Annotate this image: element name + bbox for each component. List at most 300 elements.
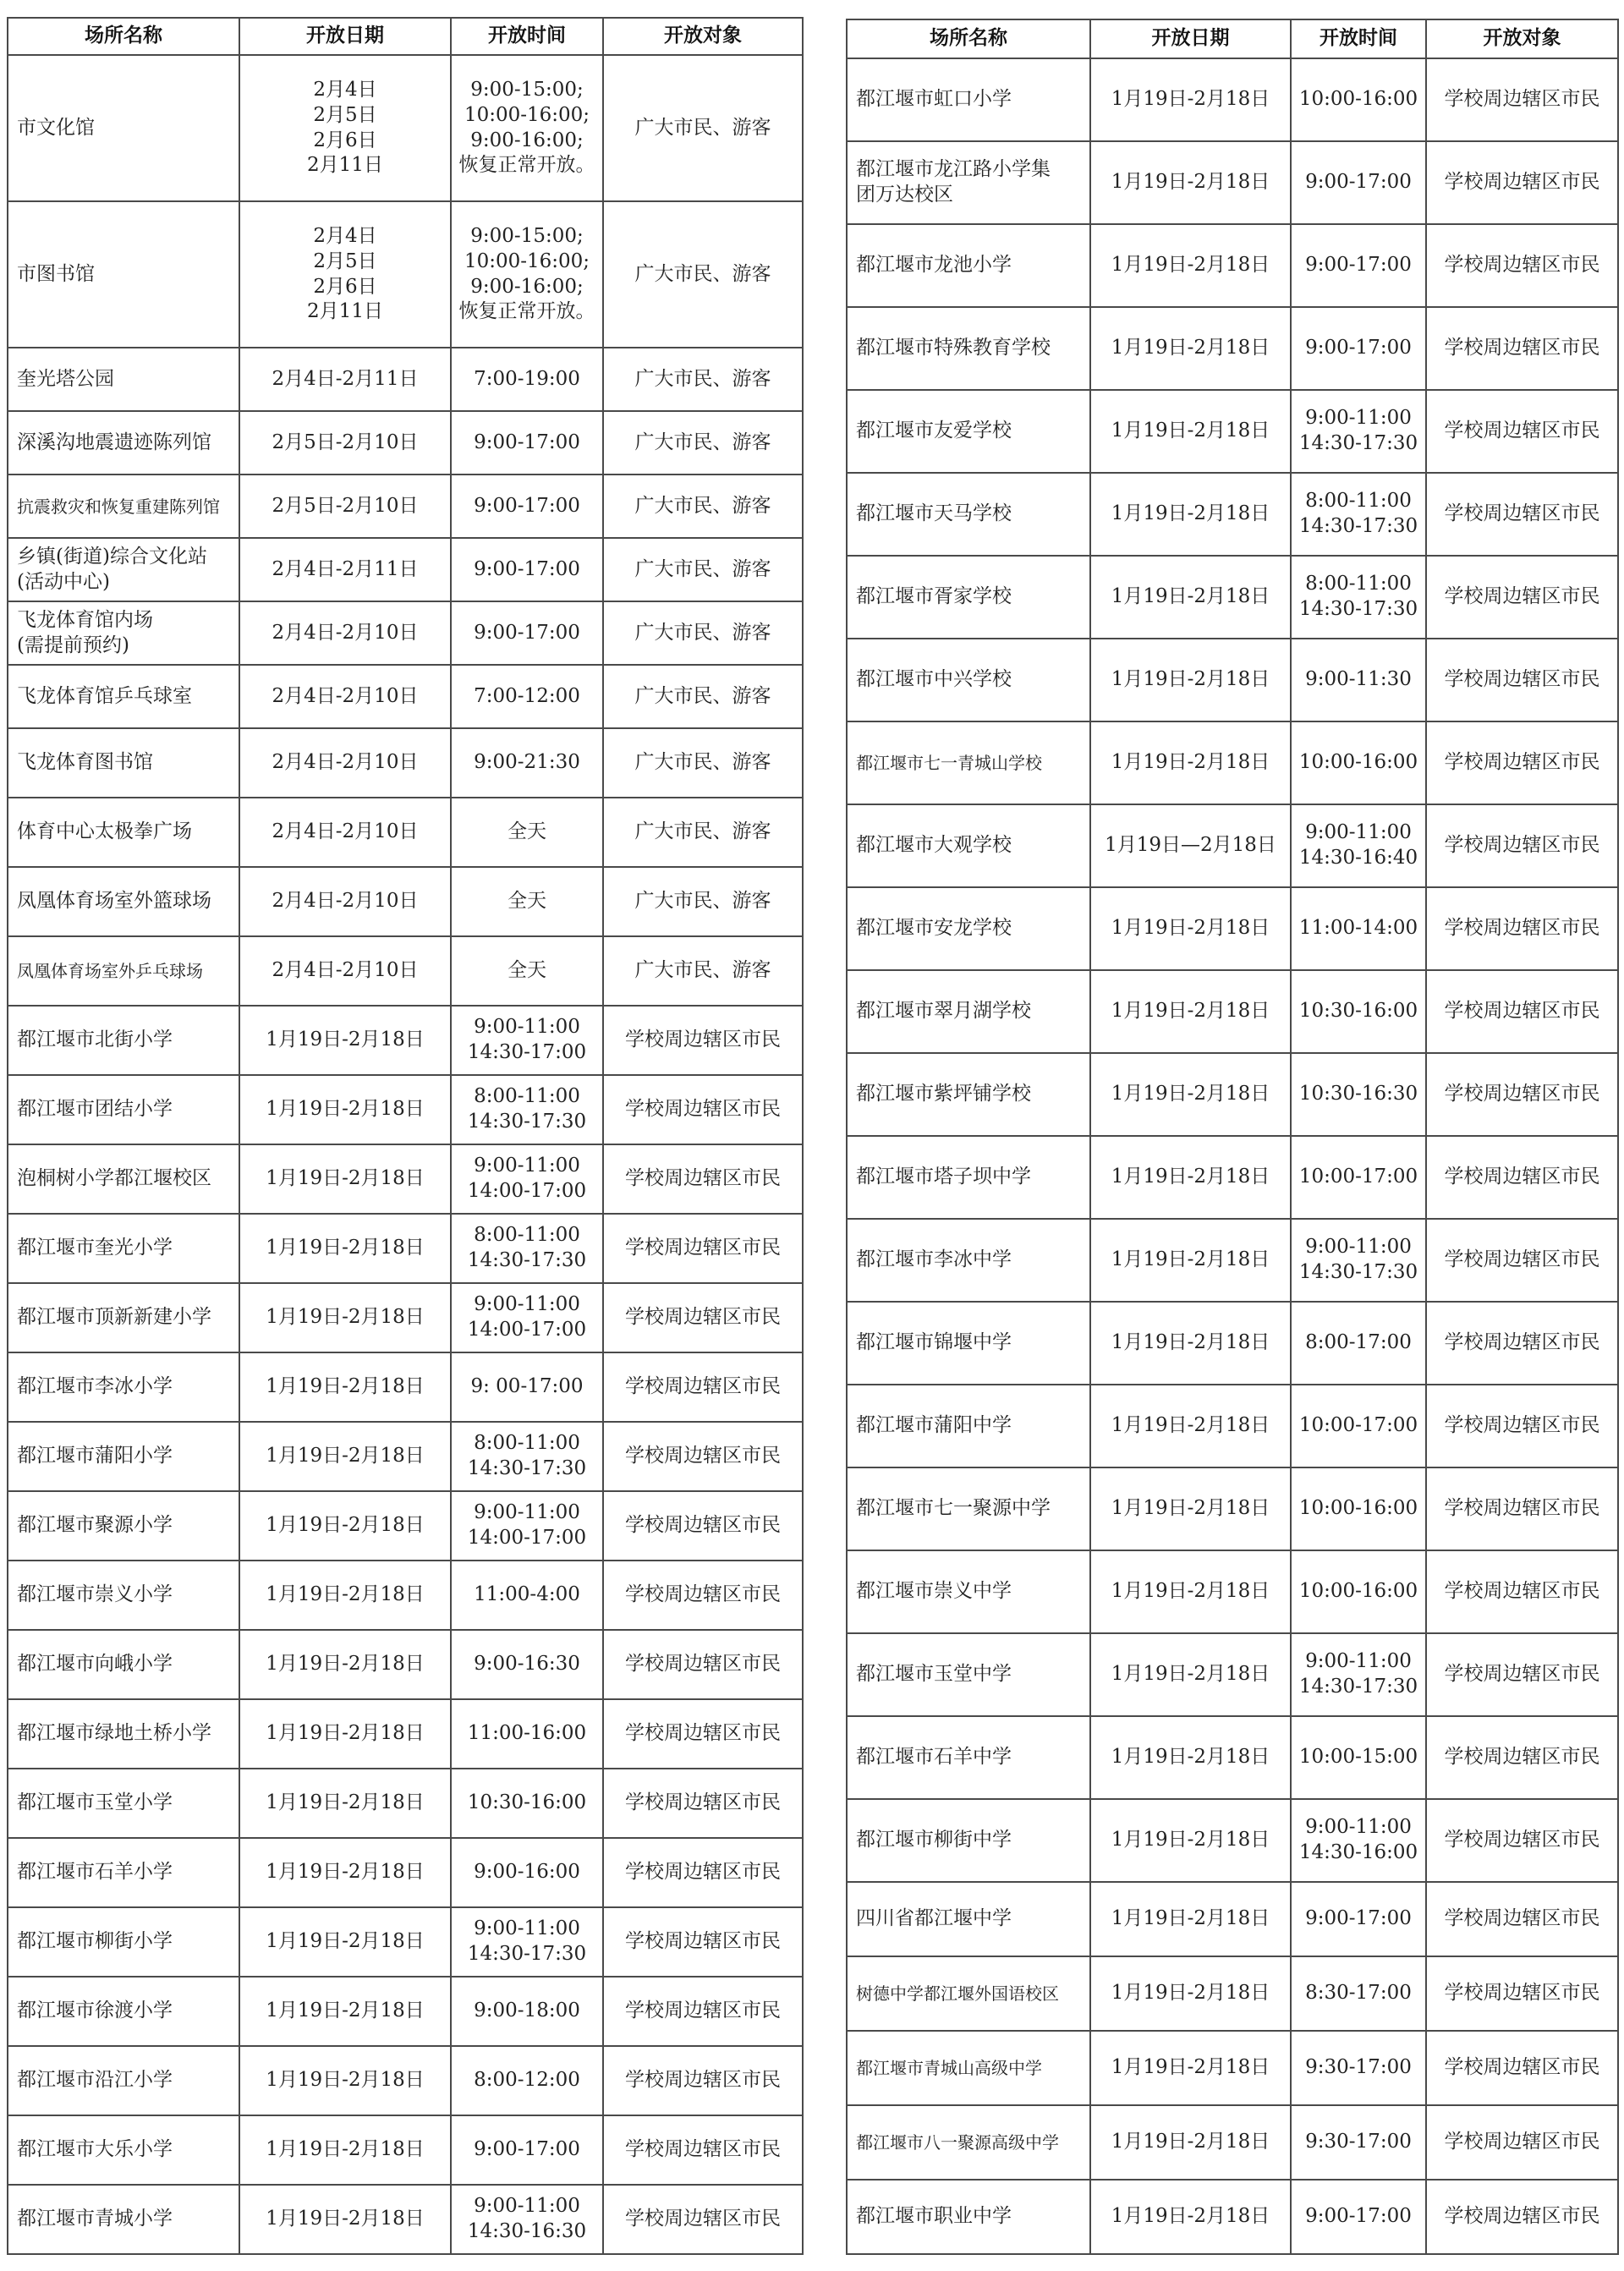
venue-name-line: 都江堰市玉堂中学 xyxy=(856,1663,1012,1686)
open-target-cell: 学校周边辖区市民 xyxy=(603,2115,803,2185)
open-time-cell xyxy=(1291,2105,1426,2180)
venue-name-cell xyxy=(8,1075,239,1144)
open-time-cell xyxy=(1291,1550,1426,1633)
venue-name-line: 都江堰市蒲阳小学 xyxy=(17,1445,173,1467)
open-time-line: 14:30-17:30 xyxy=(1298,1676,1418,1698)
venue-name-cell xyxy=(847,639,1090,721)
open-time-cell xyxy=(1291,1956,1426,2031)
open-date-line: 1月19日-2月18日 xyxy=(1111,1982,1270,2005)
open-date-cell xyxy=(239,1352,451,1422)
table-row xyxy=(847,307,1618,390)
open-target-cell: 学校周边辖区市民 xyxy=(1426,2180,1618,2254)
open-date-line: 1月19日-2月18日 xyxy=(1111,1083,1270,1105)
open-date-cell xyxy=(239,411,451,474)
open-time-line: 恢复正常开放。 xyxy=(458,300,595,323)
table-row xyxy=(847,1799,1618,1882)
open-date-cell xyxy=(1090,804,1291,887)
venue-name-cell xyxy=(847,307,1090,390)
venue-name-line: 都江堰市聚源小学 xyxy=(17,1514,173,1537)
open-date-cell xyxy=(239,936,451,1006)
open-date-line: 1月19日-2月18日 xyxy=(266,1445,425,1467)
open-time-line: 14:30-17:00 xyxy=(467,1041,587,1063)
open-date-cell xyxy=(1090,473,1291,556)
open-target-cell: 学校周边辖区市民 xyxy=(603,1977,803,2046)
open-date-line: 1月19日-2月18日 xyxy=(266,2138,425,2161)
open-target-cell: 学校周边辖区市民 xyxy=(1426,1716,1618,1799)
open-date-cell xyxy=(239,1006,451,1075)
open-date-cell xyxy=(239,1491,451,1561)
header-open-time: 开放时间 xyxy=(1291,19,1426,58)
header-row xyxy=(8,18,803,55)
open-date-line: 1月19日-2月18日 xyxy=(266,2208,425,2230)
open-time-cell xyxy=(1291,2180,1426,2254)
open-date-line: 1月19日-2月18日 xyxy=(1111,751,1270,774)
open-date-cell xyxy=(239,867,451,936)
open-time-cell xyxy=(1291,721,1426,804)
open-time-line: 9:00-11:00 xyxy=(1305,1816,1412,1839)
open-time-line: 8:00-11:00 xyxy=(474,1224,580,1247)
open-target-cell: 学校周边辖区市民 xyxy=(1426,1385,1618,1467)
open-date-cell xyxy=(239,474,451,538)
venue-name-line: 都江堰市团结小学 xyxy=(17,1098,173,1121)
open-target-cell: 学校周边辖区市民 xyxy=(603,1214,803,1283)
open-time-cell xyxy=(1291,970,1426,1053)
open-time-line: 8:00-11:00 xyxy=(474,1432,580,1455)
header-venue-name: 场所名称 xyxy=(8,18,239,55)
venue-name-cell xyxy=(847,390,1090,473)
venue-name-cell xyxy=(8,601,239,665)
open-time-line: 9:00-17:00 xyxy=(1305,254,1412,277)
table-row xyxy=(847,2105,1618,2180)
header-open-date: 开放日期 xyxy=(1090,19,1291,58)
open-time-cell xyxy=(1291,1633,1426,1716)
open-date-line: 1月19日-2月18日 xyxy=(1111,337,1270,359)
venue-name-line: 都江堰市柳街中学 xyxy=(856,1829,1012,1851)
open-date-cell xyxy=(1090,970,1291,1053)
venue-name-line: 都江堰市职业中学 xyxy=(856,2205,1012,2228)
table-row xyxy=(8,411,803,474)
open-date-line: 1月19日-2月18日 xyxy=(1111,1580,1270,1603)
open-date-line: 2月4日-2月10日 xyxy=(272,751,419,774)
open-date-cell xyxy=(1090,721,1291,804)
venue-name-cell xyxy=(8,1977,239,2046)
open-date-line: 2月5日 xyxy=(313,103,377,126)
open-date-line: 1月19日-2月18日 xyxy=(1111,2056,1270,2079)
venue-name-cell xyxy=(847,473,1090,556)
venue-name-line: 都江堰市紫坪铺学校 xyxy=(856,1083,1031,1105)
open-date-line: 1月19日-2月18日 xyxy=(266,1098,425,1121)
table-row xyxy=(847,1956,1618,2031)
open-date-cell xyxy=(1090,1385,1291,1467)
table-row xyxy=(8,348,803,411)
open-time-cell xyxy=(451,1006,603,1075)
venue-table-left xyxy=(7,17,804,2255)
venue-name-cell xyxy=(847,1302,1090,1385)
open-time-cell xyxy=(451,867,603,936)
open-time-line: 全天 xyxy=(508,890,546,913)
open-date-line: 2月5日-2月10日 xyxy=(272,431,419,453)
open-date-cell xyxy=(239,1214,451,1283)
venue-name-cell xyxy=(8,1769,239,1838)
open-date-line: 2月11日 xyxy=(307,300,383,323)
table-row xyxy=(847,1633,1618,1716)
venue-name-line: (活动中心) xyxy=(17,570,110,593)
table-row xyxy=(847,1385,1618,1467)
open-time-line: 7:00-19:00 xyxy=(474,367,580,390)
table-row xyxy=(8,474,803,538)
open-date-line: 1月19日-2月18日 xyxy=(1111,917,1270,940)
header-open-target: 开放对象 xyxy=(603,18,803,55)
open-target-cell: 学校周边辖区市民 xyxy=(1426,390,1618,473)
table-row xyxy=(8,1769,803,1838)
table-row xyxy=(8,1561,803,1630)
venue-name-cell xyxy=(8,1144,239,1214)
open-time-line: 恢复正常开放。 xyxy=(458,154,595,177)
open-time-line: 14:30-17:30 xyxy=(467,1249,587,1271)
open-time-cell xyxy=(1291,1219,1426,1302)
open-date-line: 1月19日-2月18日 xyxy=(1111,88,1270,111)
open-target-cell: 学校周边辖区市民 xyxy=(603,1491,803,1561)
open-time-cell xyxy=(451,1422,603,1491)
venue-name-line: 都江堰市奎光小学 xyxy=(17,1237,173,1259)
open-date-line: 1月19日—2月18日 xyxy=(1105,834,1276,857)
venue-name-cell xyxy=(8,867,239,936)
open-time-cell xyxy=(451,1352,603,1422)
open-target-cell: 学校周边辖区市民 xyxy=(1426,639,1618,721)
open-date-cell xyxy=(239,1283,451,1352)
open-time-line: 10:00-16:00 xyxy=(1298,88,1418,111)
open-time-cell xyxy=(1291,1302,1426,1385)
venue-name-line: 都江堰市柳街小学 xyxy=(17,1930,173,1953)
venue-name-cell xyxy=(847,556,1090,639)
open-time-line: 9:00-11:00 xyxy=(474,1917,580,1940)
open-time-cell xyxy=(451,1907,603,1977)
open-date-line: 1月19日-2月18日 xyxy=(266,1167,425,1190)
venue-name-line: 体育中心太极拳广场 xyxy=(17,820,192,843)
open-date-line: 2月4日-2月10日 xyxy=(272,820,419,843)
table-row xyxy=(8,1075,803,1144)
open-date-cell xyxy=(239,1838,451,1907)
venue-name-line: 都江堰市中兴学校 xyxy=(856,668,1012,691)
table-row xyxy=(847,1882,1618,1956)
venue-name-cell xyxy=(847,1136,1090,1219)
open-date-cell xyxy=(239,1075,451,1144)
table-row xyxy=(847,639,1618,721)
open-time-cell xyxy=(451,1283,603,1352)
open-date-line: 1月19日-2月18日 xyxy=(266,1861,425,1884)
open-time-line: 9:00-11:00 xyxy=(1305,407,1412,430)
open-time-line: 9:00-17:00 xyxy=(1305,2205,1412,2228)
venue-name-cell xyxy=(8,474,239,538)
table-row xyxy=(8,665,803,728)
venue-name-line: 飞龙体育馆内场 xyxy=(17,608,153,631)
table-row xyxy=(847,1053,1618,1136)
open-date-cell xyxy=(1090,307,1291,390)
table-row xyxy=(8,2046,803,2115)
open-time-line: 9:00-17:00 xyxy=(1305,1907,1412,1930)
open-date-cell xyxy=(1090,1633,1291,1716)
venue-name-cell xyxy=(847,2180,1090,2254)
venue-name-cell xyxy=(8,728,239,798)
venue-name-line: 都江堰市友爱学校 xyxy=(856,420,1012,442)
venue-name-cell xyxy=(847,721,1090,804)
open-target-cell: 学校周边辖区市民 xyxy=(1426,1467,1618,1550)
open-time-line: 9:00-18:00 xyxy=(474,1999,580,2022)
table-row xyxy=(8,2185,803,2254)
open-target-cell: 学校周边辖区市民 xyxy=(603,1630,803,1699)
open-date-cell xyxy=(239,1907,451,1977)
venue-name-line: 都江堰市李冰中学 xyxy=(856,1248,1012,1271)
open-target-cell: 广大市民、游客 xyxy=(603,601,803,665)
venue-name-cell xyxy=(8,538,239,601)
open-target-cell: 广大市民、游客 xyxy=(603,201,803,348)
open-date-cell xyxy=(239,1699,451,1769)
open-time-line: 9:00-17:00 xyxy=(1305,337,1412,359)
open-time-cell xyxy=(1291,390,1426,473)
open-time-cell xyxy=(451,1699,603,1769)
open-time-line: 10:00-15:00 xyxy=(1298,1746,1418,1769)
open-target-cell: 学校周边辖区市民 xyxy=(1426,58,1618,141)
venue-name-cell xyxy=(8,1283,239,1352)
open-date-line: 2月4日-2月10日 xyxy=(272,621,419,644)
open-date-cell xyxy=(239,2115,451,2185)
open-date-cell xyxy=(1090,58,1291,141)
table-row xyxy=(847,804,1618,887)
venue-name-line: 都江堰市锦堰中学 xyxy=(856,1331,1012,1354)
open-time-line: 10:00-17:00 xyxy=(1298,1414,1418,1437)
open-time-line: 9:30-17:00 xyxy=(1305,2131,1412,2153)
open-date-line: 2月5日 xyxy=(313,250,377,272)
venue-name-cell xyxy=(847,141,1090,224)
venue-name-line: 都江堰市绿地土桥小学 xyxy=(17,1722,211,1745)
open-time-line: 9:00-11:00 xyxy=(474,1016,580,1039)
open-target-cell: 学校周边辖区市民 xyxy=(603,1283,803,1352)
open-target-cell: 学校周边辖区市民 xyxy=(1426,1799,1618,1882)
open-date-cell xyxy=(239,1977,451,2046)
open-date-cell xyxy=(239,538,451,601)
open-time-cell xyxy=(1291,556,1426,639)
table-row xyxy=(8,1422,803,1491)
open-date-cell xyxy=(239,1422,451,1491)
table-row xyxy=(847,556,1618,639)
open-date-cell xyxy=(1090,1956,1291,2031)
open-date-line: 1月19日-2月18日 xyxy=(1111,254,1270,277)
open-target-cell: 广大市民、游客 xyxy=(603,55,803,201)
open-target-cell: 学校周边辖区市民 xyxy=(603,1907,803,1977)
venue-name-line: 都江堰市玉堂小学 xyxy=(17,1791,173,1814)
open-time-line: 8:00-12:00 xyxy=(474,2069,580,2092)
open-date-cell xyxy=(239,601,451,665)
open-date-cell xyxy=(1090,1716,1291,1799)
open-time-cell xyxy=(451,201,603,348)
open-time-line: 14:30-16:40 xyxy=(1298,847,1418,869)
table-row xyxy=(847,887,1618,970)
venue-name-line: 都江堰市北街小学 xyxy=(17,1029,173,1051)
open-date-line: 2月4日 xyxy=(313,224,377,247)
open-target-cell: 学校周边辖区市民 xyxy=(603,1422,803,1491)
open-date-cell xyxy=(239,348,451,411)
open-target-cell: 学校周边辖区市民 xyxy=(1426,970,1618,1053)
open-time-cell xyxy=(451,55,603,201)
venue-table-left-body xyxy=(8,55,803,2254)
open-time-line: 10:00-16:00 xyxy=(1298,751,1418,774)
venue-name-cell xyxy=(8,798,239,867)
open-date-cell xyxy=(239,728,451,798)
open-date-line: 2月4日-2月11日 xyxy=(272,367,419,390)
open-date-line: 2月5日-2月10日 xyxy=(272,494,419,517)
venue-name-cell xyxy=(8,1006,239,1075)
open-date-cell xyxy=(1090,1136,1291,1219)
table-row xyxy=(847,2031,1618,2105)
open-target-cell: 学校周边辖区市民 xyxy=(1426,1136,1618,1219)
table-row xyxy=(847,58,1618,141)
open-date-cell xyxy=(1090,556,1291,639)
open-time-line: 9:00-15:00; xyxy=(470,78,584,101)
open-target-cell: 学校周边辖区市民 xyxy=(603,1075,803,1144)
open-target-cell: 学校周边辖区市民 xyxy=(1426,141,1618,224)
venue-table-right-body xyxy=(847,58,1618,2254)
open-time-cell xyxy=(1291,1467,1426,1550)
open-date-line: 1月19日-2月18日 xyxy=(1111,1414,1270,1437)
open-target-cell: 学校周边辖区市民 xyxy=(603,1769,803,1838)
open-date-line: 1月19日-2月18日 xyxy=(1111,1166,1270,1188)
venue-name-cell xyxy=(847,1882,1090,1956)
open-target-cell: 学校周边辖区市民 xyxy=(1426,224,1618,307)
open-time-cell xyxy=(451,2046,603,2115)
table-row xyxy=(8,1977,803,2046)
venue-name-line: 都江堰市塔子坝中学 xyxy=(856,1166,1031,1188)
table-row xyxy=(847,1716,1618,1799)
open-date-line: 1月19日-2月18日 xyxy=(266,1722,425,1745)
open-date-cell xyxy=(239,1630,451,1699)
open-time-line: 8:00-11:00 xyxy=(1305,490,1412,513)
open-target-cell: 学校周边辖区市民 xyxy=(1426,887,1618,970)
open-target-cell: 广大市民、游客 xyxy=(603,348,803,411)
venue-name-cell xyxy=(847,1799,1090,1882)
open-time-cell xyxy=(451,411,603,474)
open-date-cell xyxy=(1090,1053,1291,1136)
open-time-line: 9:00-16:30 xyxy=(474,1653,580,1676)
table-row xyxy=(8,1283,803,1352)
venue-name-cell xyxy=(8,2115,239,2185)
open-date-cell xyxy=(1090,639,1291,721)
venue-name-line: 市图书馆 xyxy=(17,262,95,285)
open-time-cell xyxy=(1291,141,1426,224)
open-target-cell: 广大市民、游客 xyxy=(603,538,803,601)
open-time-cell xyxy=(1291,2031,1426,2105)
venue-name-line: 都江堰市李冰小学 xyxy=(17,1375,173,1398)
open-time-line: 9:00-11:00 xyxy=(1305,1650,1412,1673)
venue-name-line: 飞龙体育馆乒乓球室 xyxy=(17,684,192,707)
open-target-cell: 广大市民、游客 xyxy=(603,411,803,474)
venue-name-cell xyxy=(847,1467,1090,1550)
open-time-cell xyxy=(451,1769,603,1838)
open-date-cell xyxy=(1090,1550,1291,1633)
open-time-line: 9:00-16:00 xyxy=(474,1861,580,1884)
venue-name-line: 都江堰市石羊中学 xyxy=(856,1746,1012,1769)
open-target-cell: 学校周边辖区市民 xyxy=(1426,1882,1618,1956)
open-time-line: 9:00-17:00 xyxy=(474,2138,580,2161)
venue-name-cell xyxy=(847,1385,1090,1467)
venue-name-line: 凤凰体育场室外乒乓球场 xyxy=(17,961,203,981)
open-time-cell xyxy=(1291,1716,1426,1799)
open-date-line: 1月19日-2月18日 xyxy=(266,1583,425,1606)
table-row xyxy=(8,2115,803,2185)
header-row xyxy=(847,19,1618,58)
open-date-cell xyxy=(239,2185,451,2254)
header-open-time: 开放时间 xyxy=(451,18,603,55)
open-time-line: 9:00-11:00 xyxy=(474,1501,580,1524)
open-target-cell: 学校周边辖区市民 xyxy=(603,1352,803,1422)
venue-name-cell xyxy=(8,1491,239,1561)
open-time-cell xyxy=(1291,307,1426,390)
open-date-line: 2月4日-2月10日 xyxy=(272,890,419,913)
venue-name-cell xyxy=(847,887,1090,970)
open-date-line: 1月19日-2月18日 xyxy=(266,1375,425,1398)
venue-name-line: 都江堰市龙池小学 xyxy=(856,254,1012,277)
table-row xyxy=(8,538,803,601)
venue-name-cell xyxy=(8,665,239,728)
open-date-line: 2月11日 xyxy=(307,154,383,177)
open-time-line: 14:30-17:30 xyxy=(467,1457,587,1479)
open-target-cell: 学校周边辖区市民 xyxy=(1426,2105,1618,2180)
open-date-line: 1月19日-2月18日 xyxy=(266,1930,425,1953)
venue-name-cell xyxy=(847,58,1090,141)
open-date-line: 1月19日-2月18日 xyxy=(266,1514,425,1537)
open-date-cell xyxy=(1090,1219,1291,1302)
open-time-line: 9:00-17:00 xyxy=(1305,171,1412,194)
open-time-line: 10:30-16:00 xyxy=(467,1791,587,1814)
venue-name-line: 都江堰市徐渡小学 xyxy=(17,1999,173,2022)
venue-name-line: 泡桐树小学都江堰校区 xyxy=(17,1167,211,1190)
venue-name-cell xyxy=(8,348,239,411)
open-date-cell xyxy=(239,798,451,867)
venue-name-line: 都江堰市向峨小学 xyxy=(17,1653,173,1676)
open-date-cell xyxy=(1090,2180,1291,2254)
header-open-target: 开放对象 xyxy=(1426,19,1618,58)
open-date-cell xyxy=(1090,1467,1291,1550)
table-row xyxy=(8,1630,803,1699)
table-row xyxy=(847,970,1618,1053)
open-time-line: 14:30-17:30 xyxy=(1298,515,1418,537)
venue-name-line: 都江堰市大观学校 xyxy=(856,834,1012,857)
open-date-cell xyxy=(239,665,451,728)
venue-name-line: 都江堰市崇义小学 xyxy=(17,1583,173,1606)
table-row xyxy=(8,1491,803,1561)
open-target-cell: 学校周边辖区市民 xyxy=(1426,721,1618,804)
open-time-cell xyxy=(451,601,603,665)
open-date-cell xyxy=(1090,1882,1291,1956)
venue-name-line: 都江堰市龙江路小学集 xyxy=(856,158,1051,181)
open-time-cell xyxy=(1291,1136,1426,1219)
venue-name-line: 都江堰市七一青城山学校 xyxy=(856,753,1042,773)
open-time-line: 9:00-17:00 xyxy=(474,494,580,517)
open-date-line: 1月19日-2月18日 xyxy=(1111,1907,1270,1930)
table-row xyxy=(8,1006,803,1075)
open-time-line: 9:00-11:00 xyxy=(474,1155,580,1177)
open-date-line: 2月4日-2月10日 xyxy=(272,684,419,707)
open-time-line: 14:30-17:30 xyxy=(467,1943,587,1965)
open-time-line: 10:30-16:30 xyxy=(1298,1083,1418,1105)
open-time-line: 14:30-16:30 xyxy=(467,2220,587,2242)
open-time-line: 9:00-11:00 xyxy=(1305,821,1412,844)
open-date-cell xyxy=(1090,1302,1291,1385)
open-time-line: 全天 xyxy=(508,820,546,843)
open-target-cell: 学校周边辖区市民 xyxy=(603,2046,803,2115)
table-row xyxy=(8,1214,803,1283)
open-time-cell xyxy=(451,728,603,798)
table-row xyxy=(847,1136,1618,1219)
